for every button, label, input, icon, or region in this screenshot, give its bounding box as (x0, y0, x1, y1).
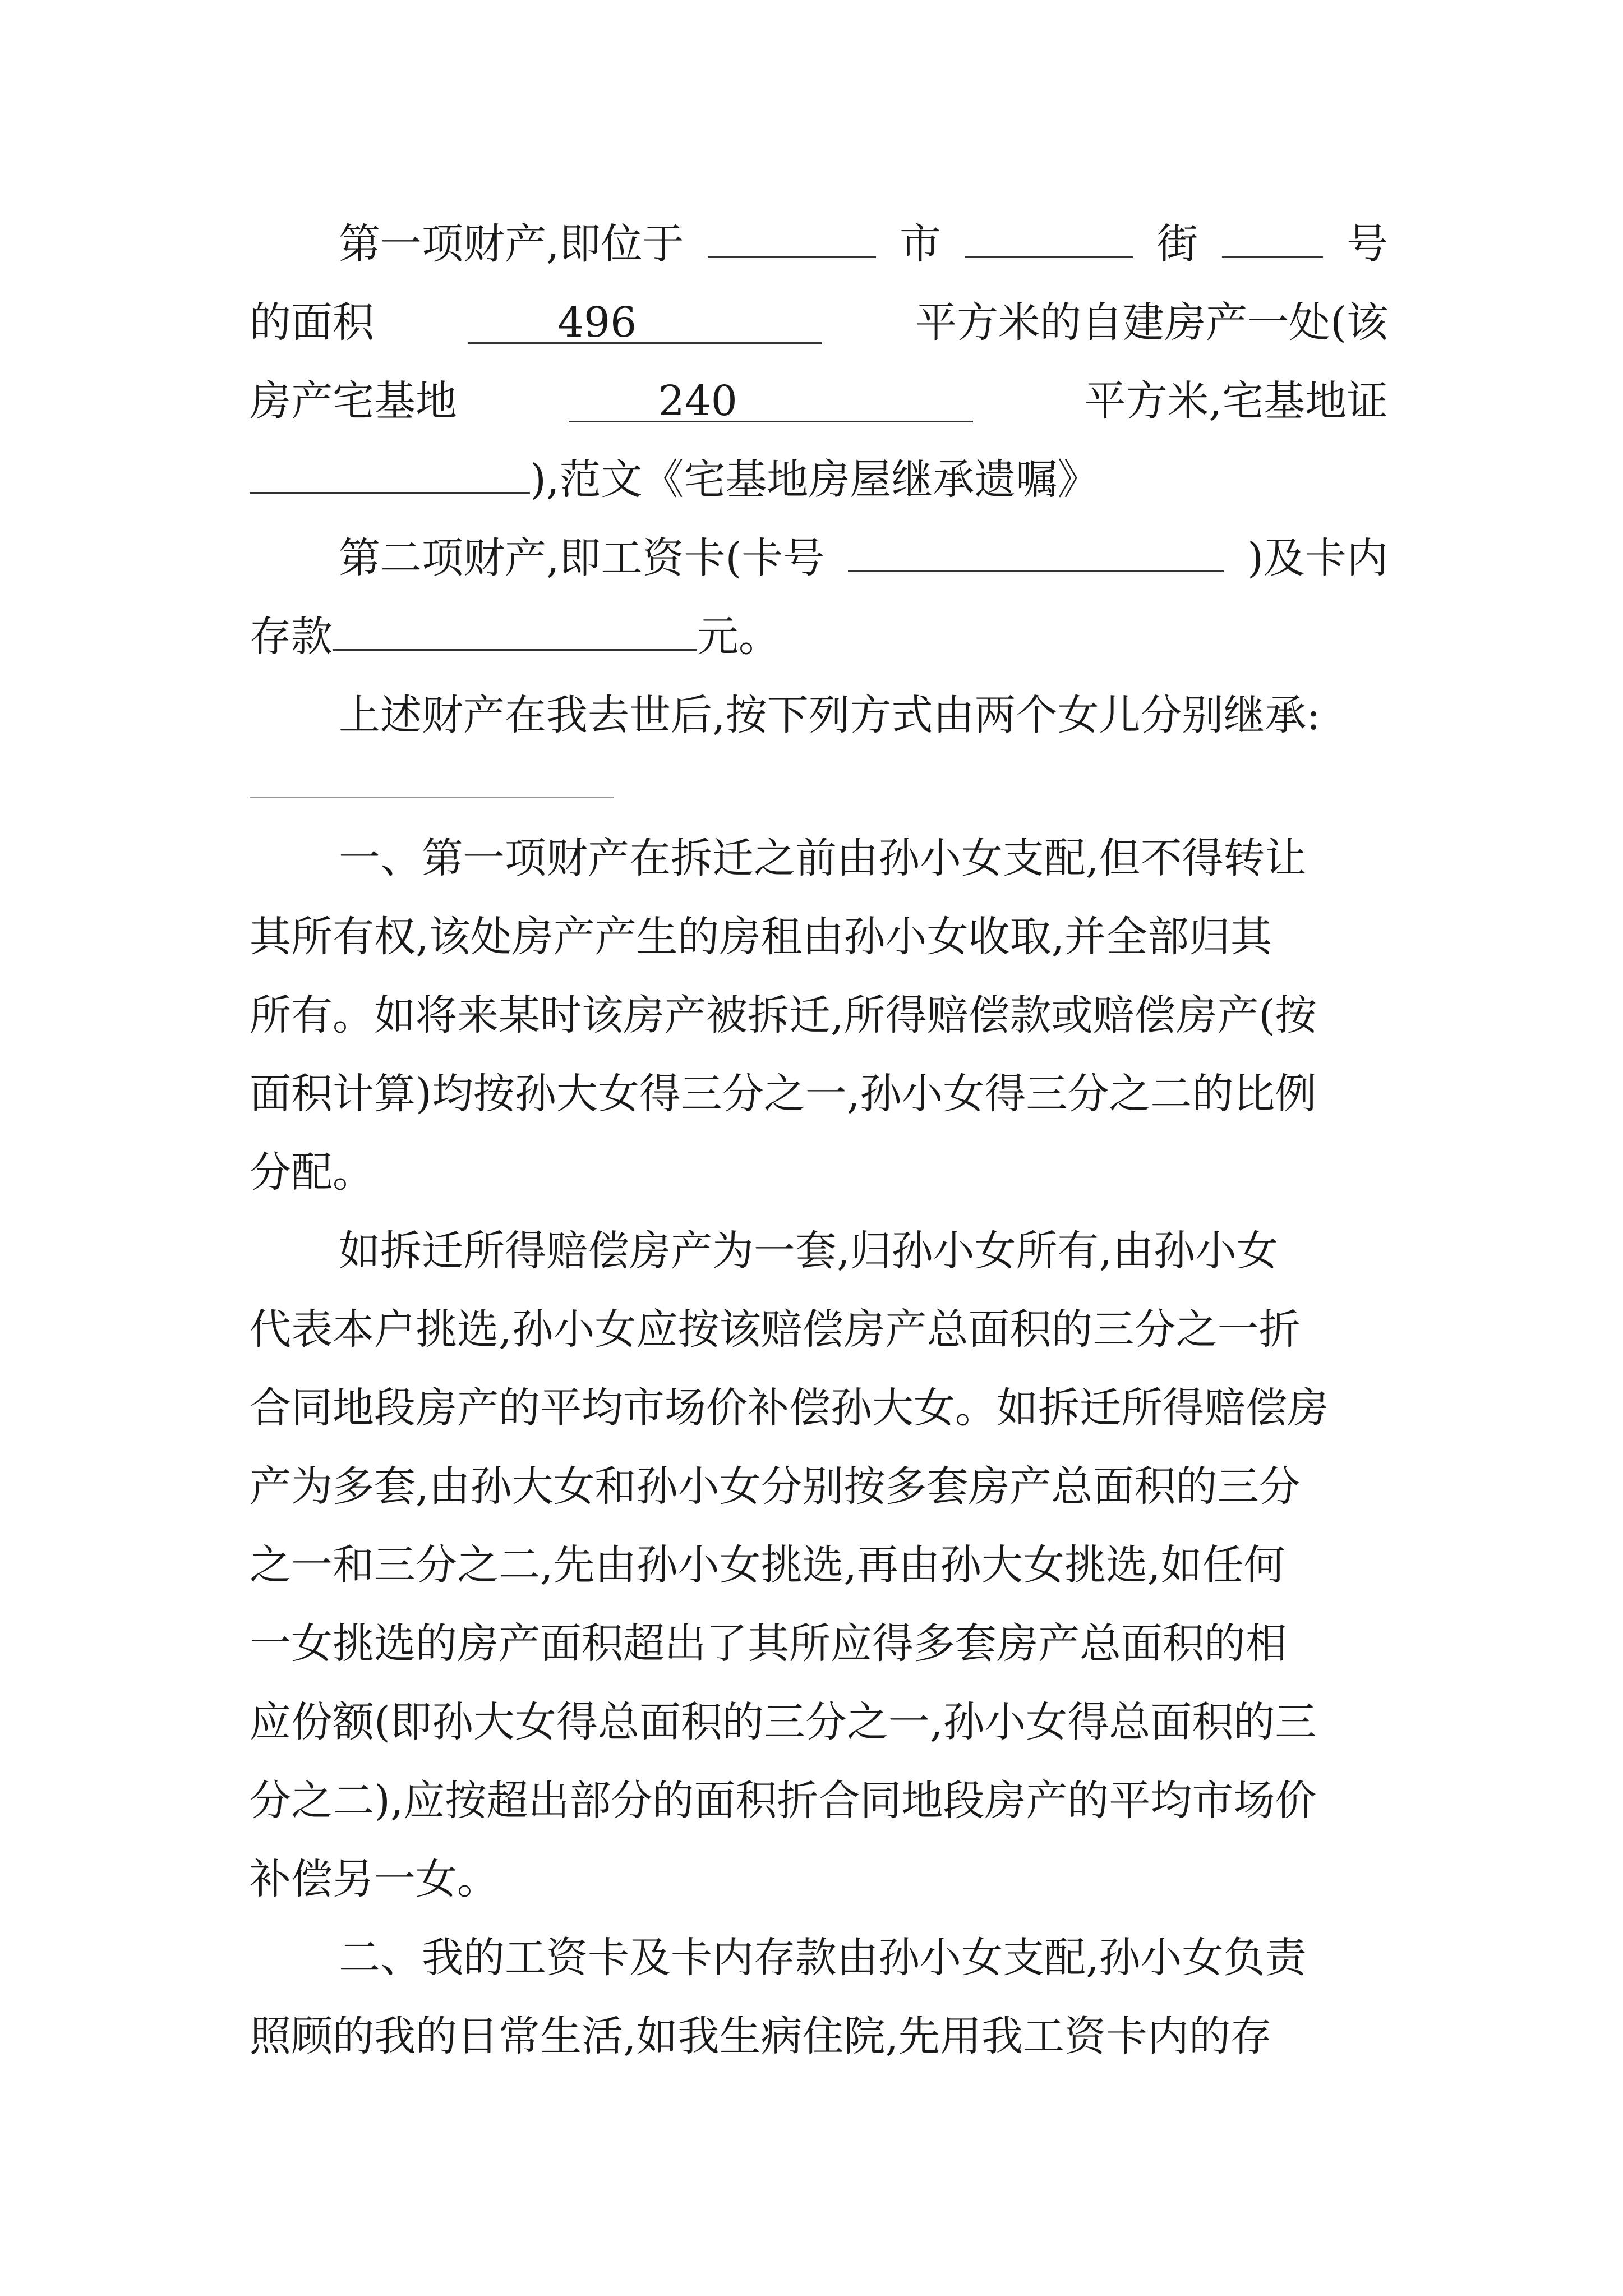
deposit-blank (333, 615, 697, 651)
para2-line-8: 分之二),应按超出部分的面积折合同地段房产的平均市场价 (250, 1777, 1317, 1825)
para2-line-1: 如拆迁所得赔偿房产为一套,归孙小女所有,由孙小女 (339, 1227, 1279, 1275)
city-blank (708, 223, 876, 258)
property1-line-4 (250, 440, 1388, 519)
para2-line-7: 应份额(即孙大女得总面积的三分之一,孙小女得总面积的三 (250, 1698, 1317, 1746)
number-blank (1222, 223, 1323, 258)
homestead-area-value: 240 (569, 381, 973, 422)
property2-line-1 (339, 519, 1388, 597)
para2-line-3: 合同地段房产的平均市场价补偿孙大女。如拆迁所得赔偿房 (250, 1384, 1329, 1432)
property2-line-2 (250, 597, 1388, 676)
intro-line: 上述财产在我去世后,按下列方式由两个女儿分别继承: (339, 691, 1321, 739)
text-segment: 街 (1156, 220, 1198, 268)
card-number-blank (848, 537, 1224, 572)
para2-line-6: 一女挑选的房产面积超出了其所应得多套房产总面积的相 (250, 1619, 1287, 1668)
text-segment: ),范文《宅基地房屋继承遗嘱》 (530, 455, 1099, 504)
area-value: 496 (468, 303, 822, 344)
text-segment: 房产宅基地 (250, 377, 457, 425)
separator-rule (250, 797, 614, 798)
text-segment: 存款 (250, 613, 333, 661)
street-blank (965, 223, 1133, 258)
property1-line-2 (250, 283, 1388, 362)
text-segment: 号 (1346, 220, 1388, 268)
para2-line-9: 补偿另一女。 (250, 1855, 499, 1903)
property1-line-3 (250, 362, 1388, 440)
text-segment: 第一项财产,即位于 (339, 220, 684, 268)
para1-line-4: 面积计算)均按孙大女得三分之一,孙小女得三分之二的比例 (250, 1070, 1317, 1118)
text-segment: 的面积 (250, 298, 374, 347)
text-segment: 第二项财产,即工资卡(卡号 (339, 534, 825, 582)
text-segment: )及卡内 (1247, 534, 1388, 582)
para1-line-2: 其所有权,该处房产产生的房租由孙小女收取,并全部归其 (250, 913, 1272, 961)
text-segment: 平方米,宅基地证 (1084, 377, 1388, 425)
certificate-blank (250, 458, 530, 494)
para2-line-5: 之一和三分之二,先由孙小女挑选,再由孙大女挑选,如任何 (250, 1541, 1285, 1589)
para1-line-1: 一、第一项财产在拆迁之前由孙小女支配,但不得转让 (339, 834, 1307, 882)
property1-line-1 (339, 205, 1388, 283)
para3-line-2: 照顾的我的日常生活,如我生病住院,先用我工资卡内的存 (250, 2012, 1272, 2060)
para1-line-5: 分配。 (250, 1148, 374, 1197)
para2-line-4: 产为多套,由孙大女和孙小女分别按多套房产总面积的三分 (250, 1462, 1301, 1511)
text-segment: 市 (900, 220, 941, 268)
text-segment: 平方米的自建房产一处(该 (915, 298, 1388, 347)
text-segment: 元。 (697, 613, 780, 661)
para3-line-1: 二、我的工资卡及卡内存款由孙小女支配,孙小女负责 (339, 1934, 1307, 1982)
para1-line-3: 所有。如将来某时该房产被拆迁,所得赔偿款或赔偿房产(按 (250, 991, 1317, 1039)
para2-line-2: 代表本户挑选,孙小女应按该赔偿房产总面积的三分之一折 (250, 1305, 1301, 1354)
